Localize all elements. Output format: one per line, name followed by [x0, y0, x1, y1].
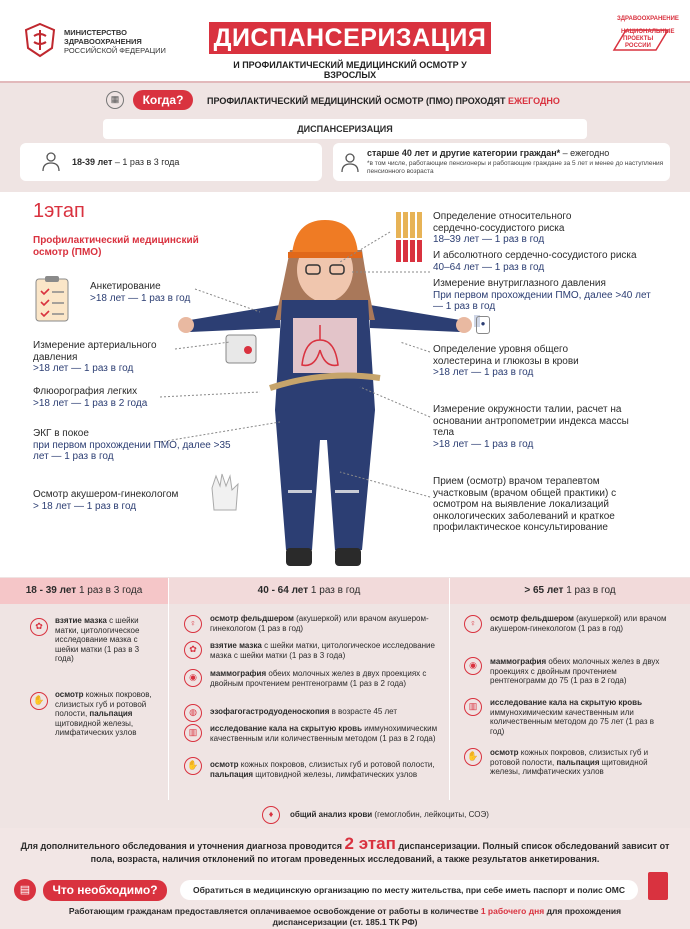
elder-person-icon [341, 153, 359, 173]
list-item: маммография обеих молочных желез в двух проекциях с двойным прочтением рентгенограмм до 75 (1 раз в 2 года) [490, 657, 660, 685]
list-item: взятие мазка с шейки матки, цитологическое исследование мазка с шейки матки (1 раз в 3 года) [210, 641, 435, 660]
list-item: осмотр кожных покровов, слизистых губ и ротовой полости, пальпация щитовидной железы, лимфатических узлов [210, 760, 435, 779]
right-item-waist: Измерение окружности талии, расчет на основании антропометрии индекса массы тела >18 лет — 1 раз в год [433, 404, 629, 450]
right-item-cholesterol: Определение уровня общего холестерина и глюкозы в крови >18 лет — 1 раз в год [433, 344, 579, 378]
age-old-note: *в том числе, работающие пенсионеры и работающие граждане за 5 лет и менее до наступления пенсионного возраста [367, 160, 664, 175]
left-item-gyn: Осмотр акушером-гинекологом > 18 лет — 1 раз в год [33, 489, 179, 512]
age-old-text: старше 40 лет и другие категории граждан* – ежегодно [367, 148, 610, 158]
person-icon [42, 152, 60, 172]
right-item-eye: Измерение внутриглазного давления При первом прохождении ПМО, далее >40 лет — 1 раз в год [433, 278, 651, 312]
col-head-18-39: 18 - 39 лет 1 раз в 3 года [0, 578, 168, 604]
footer-note: Работающим гражданам предоставляется оплачиваемое освобождение от работы в количестве 1 рабочего дня для прохождения диспансеризации (ст. 185.1 ТК РФ) [68, 906, 622, 927]
need-text: Обратиться в медицинскую организацию по месту жительства, при себе иметь паспорт и полис ОМС [180, 880, 638, 900]
col-divider [168, 578, 169, 828]
stool-test-icon: ▥ [464, 698, 482, 716]
right-item-risk-rel: Определение относительного сердечно-сосудистого риска 18–39 лет — 1 раз в год [433, 211, 572, 245]
list-item: осмотр фельдшером (акушеркой) или врачом акушером- гинекологом (1 раз в год) [210, 614, 429, 633]
calendar-icon: ▦ [106, 91, 124, 109]
list-item: осмотр кожных покровов, слизистых губ и ротовой полости, пальпация щитовидной железы, лимфатических узлов [55, 690, 152, 737]
list-item: осмотр фельдшером (акушеркой) или врачом акушером-гинекологом (1 раз в год) [490, 614, 667, 633]
gyn-chair-icon: ♀ [464, 615, 482, 633]
list-item: взятие мазка с шейки матки, цитологическое исследование мазка с шейки матки (1 раз в 3 года) [55, 616, 140, 663]
smear-icon: ✿ [184, 641, 202, 659]
page-subtitle: И ПРОФИЛАКТИЧЕСКИЙ МЕДИЦИНСКИЙ ОСМОТР У ВЗРОСЛЫХ [233, 60, 467, 80]
ministry-emblem-icon [22, 22, 58, 58]
left-item-pressure: Измерение артериального давления >18 лет — 1 раз в год [33, 340, 157, 374]
stage2-note: Для дополнительного обследования и уточнения диагноза проводится 2 этап диспансеризации. Полный список обследований зависит от пола, возраста, наличия отклонений по итогам проведенных исследований, а также результатов анкетирования. [20, 834, 670, 864]
mammography-icon: ◉ [184, 669, 202, 687]
when-badge: Когда? [133, 90, 193, 110]
gyn-chair-icon: ♀ [184, 615, 202, 633]
glucometer-icon: ● [476, 316, 490, 334]
list-item: осмотр кожных покровов, слизистых губ и ротовой полости, пальпация щитовидной железы, лимфатических узлов [490, 748, 649, 776]
age-box-old [333, 143, 670, 181]
list-item: эзофагогастродуоденоскопия в возрасте 45 лет [210, 707, 398, 716]
left-item-ecg: ЭКГ в покое при первом прохождении ПМО, далее >35 лет — 1 раз в год [33, 428, 231, 462]
list-item: исследование кала на скрытую кровь иммунохимическим качественным или количественным методом (1 раз в 2 года) [210, 724, 438, 743]
when-text: ПРОФИЛАКТИЧЕСКИЙ МЕДИЦИНСКИЙ ОСМОТР (ПМО) ПРОХОДЯТ ЕЖЕГОДНО [207, 96, 560, 106]
ministry-name: МИНИСТЕРСТВО ЗДРАВООХРАНЕНИЯ РОССИЙСКОЙ ФЕДЕРАЦИИ [64, 28, 166, 55]
left-item-questionnaire: Анкетирование >18 лет — 1 раз в год [90, 281, 191, 304]
list-item: маммография обеих молочных желез в двух проекциях с двойным прочтением рентгенограмм (1 раз в 2 года) [210, 669, 427, 688]
col-head-65: > 65 лет 1 раз в год [450, 578, 690, 604]
stomach-icon: ◍ [184, 704, 202, 722]
hand-exam-icon: ✋ [184, 757, 202, 775]
page-title: ДИСПАНСЕРИЗАЦИЯ [209, 22, 491, 54]
document-icon: ▤ [14, 879, 36, 901]
stool-test-icon: ▥ [184, 724, 202, 742]
hand-exam-icon: ✋ [464, 748, 482, 766]
age-box-young [20, 143, 322, 181]
stage-title: 1этап [33, 200, 85, 222]
blood-drop-icon: ♦ [262, 806, 280, 824]
passport-icon [648, 872, 668, 900]
age-young-text: 18-39 лет – 1 раз в 3 года [72, 157, 180, 167]
blood-test-text: общий анализ крови (гемоглобин, лейкоциты, СОЭ) [290, 810, 489, 819]
col-head-40-64: 40 - 64 лет 1 раз в год [169, 578, 449, 604]
need-badge: Что необходимо? [43, 880, 167, 901]
pmo-label: Профилактический медицинский осмотр (ПМО) [33, 235, 199, 258]
right-item-therapist: Прием (осмотр) врачом терапевтом участковым (врачом общей практики) с осмотром на выявление локализаций онкологических заболеваний и краткое профилактическое консультирование [433, 476, 617, 533]
hand-exam-icon: ✋ [30, 692, 48, 710]
left-item-fluoro: Флюорография легких >18 лет — 1 раз в 2 года [33, 386, 148, 409]
col-divider [449, 578, 450, 800]
national-projects-logo: ЗДРАВООХРАНЕНИЕ НАЦИОНАЛЬНЫЕ ПРОЕКТЫ РОССИИ [617, 16, 679, 49]
list-item: исследование кала на скрытую кровь иммунохимическим качественным или количественным методом до 75 лет (1 раз в год) [490, 698, 655, 736]
mammography-icon: ◉ [464, 657, 482, 675]
right-item-risk-abs: И абсолютного сердечно-сосудистого риска 40–64 лет — 1 раз в год [433, 250, 637, 273]
smear-icon: ✿ [30, 618, 48, 636]
dispanserization-bar: ДИСПАНСЕРИЗАЦИЯ [103, 119, 587, 139]
